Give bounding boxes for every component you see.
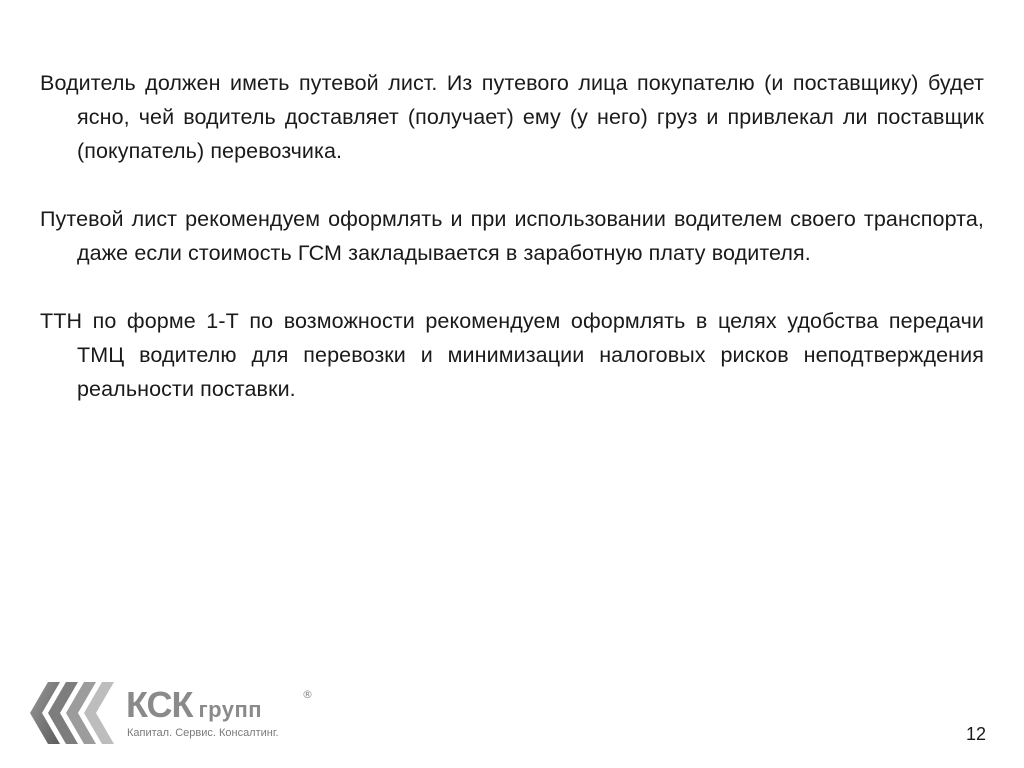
logo-main-text: КСК bbox=[126, 684, 193, 725]
ksk-stripes-icon bbox=[30, 682, 116, 744]
registered-mark: ® bbox=[302, 688, 313, 701]
company-logo bbox=[30, 682, 330, 744]
logo-sub-text: групп bbox=[198, 697, 263, 722]
logo-wordmark bbox=[126, 684, 262, 726]
slide-body bbox=[40, 66, 984, 440]
paragraph-ttn: ТТН по форме 1-Т по возможности рекомендуем оформлять в целях удобства передачи ТМЦ водителю для перевозки и минимизации налоговых рисков неподтверждения реальности поставки. bbox=[40, 309, 984, 401]
page-number: 12 bbox=[965, 724, 986, 744]
paragraph-own-transport: Путевой лист рекомендуем оформлять и при использовании водителем своего транспорта, даже если стоимость ГСМ закладывается в заработную плату водителя. bbox=[40, 207, 984, 265]
logo-tagline: Капитал. Сервис. Консалтинг. bbox=[127, 727, 279, 739]
paragraph-waybill: Водитель должен иметь путевой лист. Из путевого лица покупателю (и поставщику) будет ясно, чей водитель доставляет (получает) ему (у него) груз и привлекал ли поставщик (покупатель) перевозчика. bbox=[40, 71, 984, 163]
